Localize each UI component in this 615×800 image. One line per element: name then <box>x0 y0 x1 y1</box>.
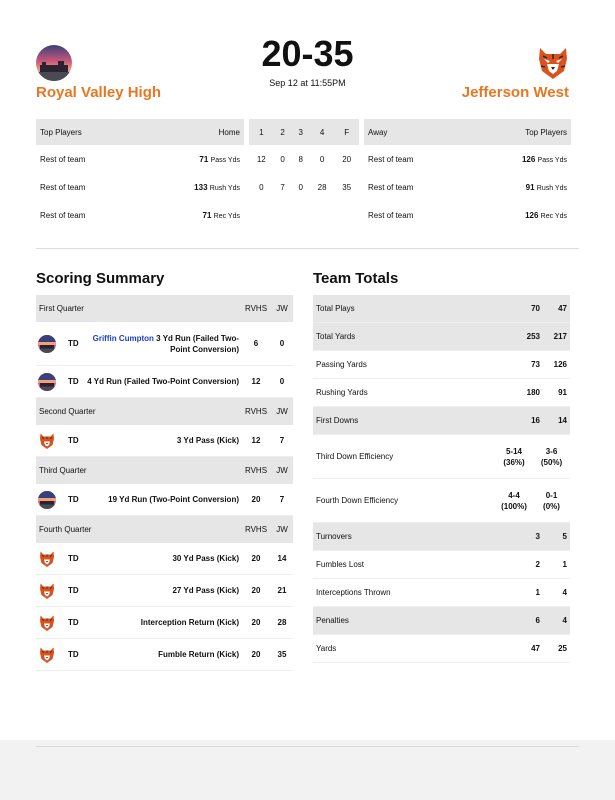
team-totals <box>313 295 570 663</box>
table-row <box>249 173 359 201</box>
home-score: 12 <box>251 436 261 445</box>
play-text: 19 Yd Run (Two-Point Conversion) <box>108 495 239 504</box>
player-name: Rest of team <box>40 210 86 220</box>
away-score: 0 <box>279 339 285 348</box>
play-text: 27 Yd Pass (Kick) <box>172 586 239 595</box>
divider <box>36 248 579 249</box>
away-top-players-table <box>364 119 571 229</box>
play-type: TD <box>68 554 79 563</box>
table-row <box>36 201 244 229</box>
totals-label: First Downs <box>316 416 359 425</box>
away-score: 0 <box>279 377 285 386</box>
jefferson-west-tiger-icon <box>38 614 56 632</box>
home-value: 253 <box>526 332 540 341</box>
header-home: Home <box>218 127 240 137</box>
totals-label: Rushing Yards <box>316 388 368 397</box>
home-final: 20 <box>342 154 352 164</box>
scoring-summary-title: Scoring Summary <box>36 270 165 287</box>
play-text: 3 Yd Pass (Kick) <box>176 436 239 445</box>
table-row <box>36 173 244 201</box>
jefferson-west-tiger-icon <box>536 45 570 81</box>
totals-row <box>313 579 570 607</box>
scoring-play <box>36 543 293 575</box>
home-value: 73 <box>531 360 540 369</box>
jefferson-west-tiger-icon <box>38 432 56 450</box>
header-rvhs: RVHS <box>244 407 268 416</box>
table-row <box>364 201 571 229</box>
table-row <box>249 145 359 173</box>
team-totals-title: Team Totals <box>313 270 399 287</box>
header-rvhs: RVHS <box>244 466 268 475</box>
header-jw: JW <box>276 466 288 475</box>
away-value: 126 <box>553 360 567 369</box>
home-score: 20 <box>251 554 261 563</box>
quarter-header <box>36 398 293 425</box>
header-top-players: Top Players <box>525 127 567 137</box>
away-value: 0-1 (0%) <box>543 490 560 511</box>
totals-row <box>313 351 570 379</box>
play-text: 3 Yd Run (Failed Two-Point Conversion) <box>156 333 239 354</box>
stat-unit: Pass Yds <box>537 156 567 164</box>
header-rvhs: RVHS <box>244 525 268 534</box>
play-text: Fumble Return (Kick) <box>158 650 239 659</box>
home-score: 6 <box>253 339 259 348</box>
stat-unit: Rec Yds <box>540 212 567 220</box>
totals-row <box>313 407 570 435</box>
table-header <box>249 119 359 145</box>
play-type: TD <box>68 495 79 504</box>
home-value: 3 <box>535 532 540 541</box>
totals-label: Turnovers <box>316 532 352 541</box>
home-score: 20 <box>251 495 261 504</box>
home-top-players-table <box>36 119 244 229</box>
play-type: TD <box>68 339 79 348</box>
jefferson-west-tiger-icon <box>38 582 56 600</box>
header-q3: 3 <box>298 127 303 137</box>
totals-label: Penalties <box>316 616 349 625</box>
totals-row <box>313 295 570 323</box>
royal-valley-logo-icon <box>38 491 56 509</box>
away-value: 217 <box>553 332 567 341</box>
play-description <box>84 494 241 505</box>
stat-value: 126 <box>521 154 536 164</box>
away-q2: 7 <box>280 182 285 192</box>
game-date: Sep 12 at 11:55PM <box>269 78 346 88</box>
away-final: 35 <box>342 182 352 192</box>
play-description <box>84 435 241 446</box>
header-q2: 2 <box>280 127 285 137</box>
totals-label: Fumbles Lost <box>316 560 365 569</box>
stat-value: 126 <box>525 210 539 220</box>
stat-value: 91 <box>525 182 535 192</box>
totals-row <box>313 379 570 407</box>
play-type: TD <box>68 586 79 595</box>
away-score: 21 <box>277 586 287 595</box>
totals-row <box>313 607 570 635</box>
away-score: 7 <box>279 436 285 445</box>
away-value: 25 <box>558 644 567 653</box>
away-q1: 0 <box>259 182 264 192</box>
totals-row <box>313 479 570 523</box>
scoring-play <box>36 607 293 639</box>
home-value: 1 <box>535 588 540 597</box>
away-team-name: Jefferson West <box>461 84 569 101</box>
table-row <box>364 145 571 173</box>
header-q1: 1 <box>259 127 264 137</box>
stat-unit: Pass Yds <box>210 156 240 164</box>
totals-label: Fourth Down Efficiency <box>316 496 399 505</box>
away-value: 4 <box>562 588 567 597</box>
divider <box>36 746 579 747</box>
scoring-play <box>36 484 293 516</box>
player-name: Rest of team <box>368 182 414 192</box>
stat-value: 71 <box>202 210 212 220</box>
away-score: 7 <box>279 495 285 504</box>
play-type: TD <box>68 650 79 659</box>
totals-row <box>313 323 570 351</box>
player-name: Rest of team <box>40 154 86 164</box>
scoring-summary <box>36 295 293 671</box>
quarter-name: First Quarter <box>39 304 84 313</box>
totals-label: Total Yards <box>316 332 356 341</box>
play-description <box>84 617 241 628</box>
header-final: F <box>344 127 350 137</box>
home-value: 2 <box>535 560 540 569</box>
stat-unit: Rush Yds <box>209 184 240 192</box>
play-description <box>84 649 241 660</box>
scoring-play <box>36 366 293 398</box>
home-score: 20 <box>251 586 261 595</box>
quarter-name: Second Quarter <box>39 407 96 416</box>
away-value: 91 <box>558 388 567 397</box>
play-description <box>84 553 241 564</box>
player-link[interactable]: Griffin Cumpton <box>92 333 154 343</box>
header-away: Away <box>368 127 388 137</box>
away-q3: 0 <box>298 182 303 192</box>
scoring-play <box>36 639 293 671</box>
away-value: 1 <box>562 560 567 569</box>
totals-label: Interceptions Thrown <box>316 588 391 597</box>
totals-label: Third Down Efficiency <box>316 452 394 461</box>
quarter-header <box>36 295 293 322</box>
totals-label: Yards <box>316 644 337 653</box>
home-score: 20 <box>251 650 261 659</box>
home-value: 180 <box>526 388 540 397</box>
home-score: 20 <box>251 618 261 627</box>
home-value: 16 <box>531 416 540 425</box>
play-text: Interception Return (Kick) <box>140 618 239 627</box>
royal-valley-logo-icon <box>38 335 56 353</box>
stat-unit: Rush Yds <box>536 184 567 192</box>
stat-value: 133 <box>194 182 208 192</box>
final-score: 20-35 <box>261 33 354 74</box>
away-score: 35 <box>277 650 287 659</box>
home-q4: 0 <box>319 154 325 164</box>
header-jw: JW <box>276 525 288 534</box>
quarter-name: Third Quarter <box>39 466 87 475</box>
header-jw: JW <box>276 407 288 416</box>
linescore-table <box>249 119 359 201</box>
quarter-header <box>36 457 293 484</box>
totals-row <box>313 551 570 579</box>
jefferson-west-tiger-icon <box>38 646 56 664</box>
player-name: Rest of team <box>40 182 86 192</box>
scoring-play <box>36 322 293 366</box>
stat-value: 71 <box>199 154 209 164</box>
play-description <box>84 333 241 355</box>
play-type: TD <box>68 618 79 627</box>
away-value: 4 <box>562 616 567 625</box>
away-value: 3-6 (50%) <box>540 446 563 467</box>
away-score: 28 <box>277 618 287 627</box>
home-value: 5-14 (36%) <box>503 446 525 467</box>
jefferson-west-tiger-icon <box>38 550 56 568</box>
home-q3: 8 <box>298 154 303 164</box>
header-top-players: Top Players <box>40 127 82 137</box>
away-value: 5 <box>562 532 567 541</box>
totals-row <box>313 435 570 479</box>
home-q1: 12 <box>256 154 266 164</box>
play-type: TD <box>68 436 79 445</box>
totals-row <box>313 635 570 663</box>
quarter-header <box>36 516 293 543</box>
table-row <box>36 145 244 173</box>
header-jw: JW <box>276 304 288 313</box>
play-description <box>84 376 241 387</box>
quarter-name: Fourth Quarter <box>39 525 92 534</box>
table-row <box>364 173 571 201</box>
away-q4: 28 <box>317 182 327 192</box>
home-value: 47 <box>531 644 540 653</box>
stat-unit: Rec Yds <box>213 212 240 220</box>
player-name: Rest of team <box>368 154 414 164</box>
header-rvhs: RVHS <box>244 304 268 313</box>
play-text: 4 Yd Run (Failed Two-Point Conversion) <box>87 377 239 386</box>
away-score: 14 <box>277 554 287 563</box>
play-text: 30 Yd Pass (Kick) <box>172 554 239 563</box>
scoring-play <box>36 575 293 607</box>
totals-label: Total Plays <box>316 304 355 313</box>
totals-label: Passing Yards <box>316 360 367 369</box>
totals-row <box>313 523 570 551</box>
home-value: 70 <box>531 304 540 313</box>
scoring-play <box>36 425 293 457</box>
player-name: Rest of team <box>368 210 414 220</box>
home-value: 4-4 (100%) <box>501 490 527 511</box>
play-type: TD <box>68 377 79 386</box>
home-value: 6 <box>535 616 540 625</box>
home-q2: 0 <box>280 154 285 164</box>
home-score: 12 <box>251 377 261 386</box>
table-header <box>36 119 244 145</box>
royal-valley-logo-icon <box>38 373 56 391</box>
home-team-name: Royal Valley High <box>36 84 162 101</box>
away-value: 14 <box>558 416 567 425</box>
table-header <box>364 119 571 145</box>
header-q4: 4 <box>319 127 325 137</box>
play-description <box>84 585 241 596</box>
away-value: 47 <box>558 304 567 313</box>
